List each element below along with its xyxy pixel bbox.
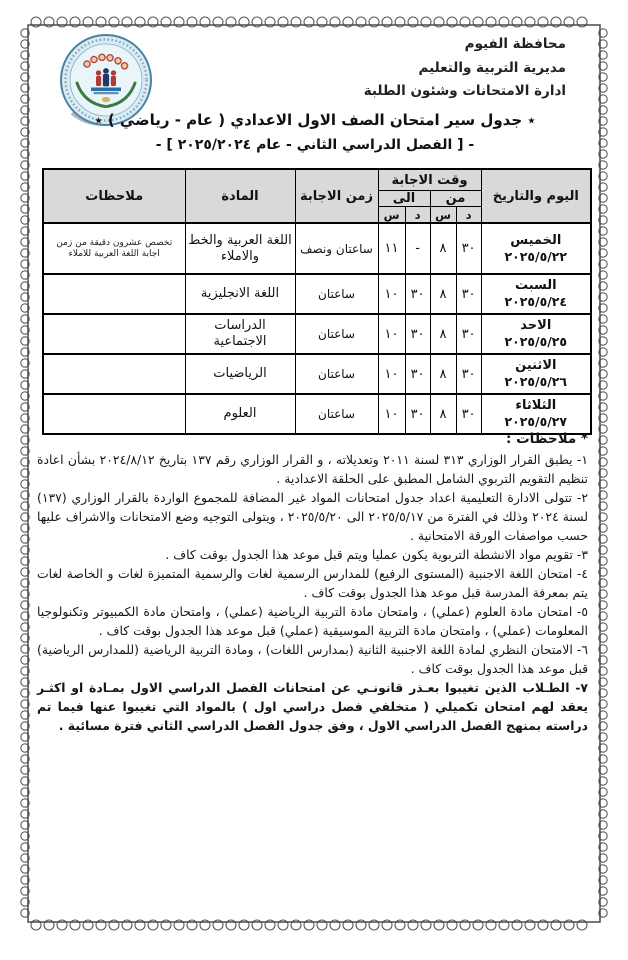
col-header-notes: ملاحظات (43, 169, 185, 223)
subject-cell: اللغة الانجليزية (185, 274, 295, 314)
note-item-4: ٤- امتحان اللغة الاجنبية (المستوى الرفيع) للمدارس الرسمية لغات والرسمية المتميزة لغات و الخاصة لغات يتم بمعرفة المدرسة قبل موعد هذا الجدول بوقت كاف . (37, 566, 588, 600)
duration-cell: ساعتان ونصف (295, 223, 378, 274)
row-note-cell (43, 394, 185, 434)
table-row (43, 274, 591, 314)
col-header-to: الى (378, 191, 430, 207)
institution-header (364, 33, 566, 104)
exam-schedule-table (42, 168, 592, 435)
note-item-6: ٦- الامتحان النظري لمادة اللغة الاجنبية الثانية (بمدارس اللغات) ، ومادة التربية الرياضية (للمدارس الرياضية) قبل موعد هذا الجدول بوقت كاف . (37, 642, 588, 676)
directorate-name: مديرية التربية والتعليم (418, 59, 566, 76)
table-row (43, 314, 591, 354)
from-minutes-cell: ٣٠ (456, 274, 481, 314)
row-note-cell (43, 314, 185, 354)
note-item-2: ٢- تتولى الادارة التعليمية اعداد جدول امتحانات المواد غير المضافة للمجموع الواردة بالقرار الوزاري (١٣٧) لسنة ٢٠٢٤ وذلك في الفترة من ٢٠٢٥/٥/١٧ الى ٢٠٢٥/٥/٢٠ ، ويتولى التوجيه وضع الامتحانات والاشراف عليها حسب مواصفات الورقة الامتحانية . (37, 490, 588, 543)
subject-cell: العلوم (185, 394, 295, 434)
from-minutes-cell: ٣٠ (456, 223, 481, 274)
from-hours-cell: ٨ (430, 354, 456, 394)
schedule-subtitle: - [ الفصل الدراسي الثاني - عام ٢٠٢٥/٢٠٢٤ ] - (155, 137, 475, 153)
from-minutes-cell: ٣٠ (456, 354, 481, 394)
to-minutes-cell: ٣٠ (405, 314, 430, 354)
day-date-cell: الخميس ٢٠٢٥/٥/٢٢ (481, 223, 591, 274)
duration-cell: ساعتان (295, 394, 378, 434)
col-header-to-hours: س (378, 207, 405, 224)
table-row (43, 354, 591, 394)
row-note-cell (43, 274, 185, 314)
day-date-cell: الثلاثاء ٢٠٢٥/٥/٢٧ (481, 394, 591, 434)
to-hours-cell: ١٠ (378, 314, 405, 354)
administration-name: ادارة الامتحانات وشئون الطلبة (363, 83, 566, 99)
row-note-cell: تخصص عشرون دقيقة من زمن اجابة اللغة العربية للاملاء (43, 223, 185, 274)
col-header-from-minutes: د (456, 207, 481, 224)
col-header-duration: زمن الاجابة (295, 169, 378, 223)
notes-heading: * ملاحظات : (506, 431, 588, 447)
col-header-answer-time: وقت الاجابة (378, 169, 481, 191)
to-hours-cell: ١٠ (378, 394, 405, 434)
day-date-cell: الاثنين ٢٠٢٥/٥/٢٦ (481, 354, 591, 394)
to-hours-cell: ١٠ (378, 274, 405, 314)
duration-cell: ساعتان (295, 314, 378, 354)
col-header-from-hours: س (430, 207, 456, 224)
from-hours-cell: ٨ (430, 394, 456, 434)
note-item-5: ٥- امتحان مادة العلوم (عملي) ، وامتحان مادة التربية الرياضية (عملي) ، وامتحان مادة الكمبيوتر وتكنولوجيا المعلومات (عملي) ، وامتحان مادة التربية الموسيقية (عملي) قبل موعد هذا الجدول بوقت كاف . (37, 604, 588, 638)
subject-cell: الدراسات الاجتماعية (185, 314, 295, 354)
subject-cell: اللغة العربية والخط والاملاء (185, 223, 295, 274)
col-header-to-minutes: د (405, 207, 430, 224)
note-item-3: ٣- تقويم مواد الانشطة التربوية يكون عمليا ويتم قبل موعد هذا الجدول بوقت كاف . (165, 547, 588, 562)
to-minutes-cell: ٣٠ (405, 274, 430, 314)
note-item-7: ٧- الطـلاب الذين تغيبوا بعـذر قانونـي عن امتحانات الفصل الدراسي الاول بمـادة او اكثـر يعقد لهم امتحان تكميلي ( متخلفي فصل دراسي اول ) بالمواد التي تغيبوا عنها فيما تم دراسته بمنهج الفصل الدراسي الاول ، وفق جدول الفصل الدراسي الثاني فترة مسائية . (37, 680, 588, 733)
governorate-name: محافظة الفيوم (464, 36, 566, 52)
note-item-1: ١- يطبق القرار الوزاري ٣١٣ لسنة ٢٠١١ وتعديلاته ، و القرار الوزاري رقم ١٣٧ بتاريخ ٢٠٢٤/٨/١٢ بشأن اعادة تنظيم التقويم التربوي الشامل المطبق على الحلقة الاعدادية . (37, 452, 589, 486)
to-minutes-cell: - (405, 223, 430, 274)
day-date-cell: الاحد ٢٠٢٥/٥/٢٥ (481, 314, 591, 354)
table-row (43, 223, 591, 274)
col-header-from: من (430, 191, 481, 207)
from-hours-cell: ٨ (430, 274, 456, 314)
schedule-title: ٭ جدول سير امتحان الصف الاول الاعدادي ( عام - رياضي ) ٭ (94, 111, 536, 129)
to-minutes-cell: ٣٠ (405, 394, 430, 434)
from-minutes-cell: ٣٠ (456, 394, 481, 434)
to-hours-cell: ١٠ (378, 354, 405, 394)
col-header-subject: المادة (185, 169, 295, 223)
from-hours-cell: ٨ (430, 223, 456, 274)
col-header-day-date: اليوم والتاريخ (481, 169, 591, 223)
table-row (43, 394, 591, 434)
notes-section (37, 430, 588, 735)
duration-cell: ساعتان (295, 274, 378, 314)
day-date-cell: السبت ٢٠٢٥/٥/٢٤ (481, 274, 591, 314)
to-minutes-cell: ٣٠ (405, 354, 430, 394)
from-hours-cell: ٨ (430, 314, 456, 354)
row-note-cell (43, 354, 185, 394)
from-minutes-cell: ٣٠ (456, 314, 481, 354)
subject-cell: الرياضيات (185, 354, 295, 394)
duration-cell: ساعتان (295, 354, 378, 394)
to-hours-cell: ١١ (378, 223, 405, 274)
